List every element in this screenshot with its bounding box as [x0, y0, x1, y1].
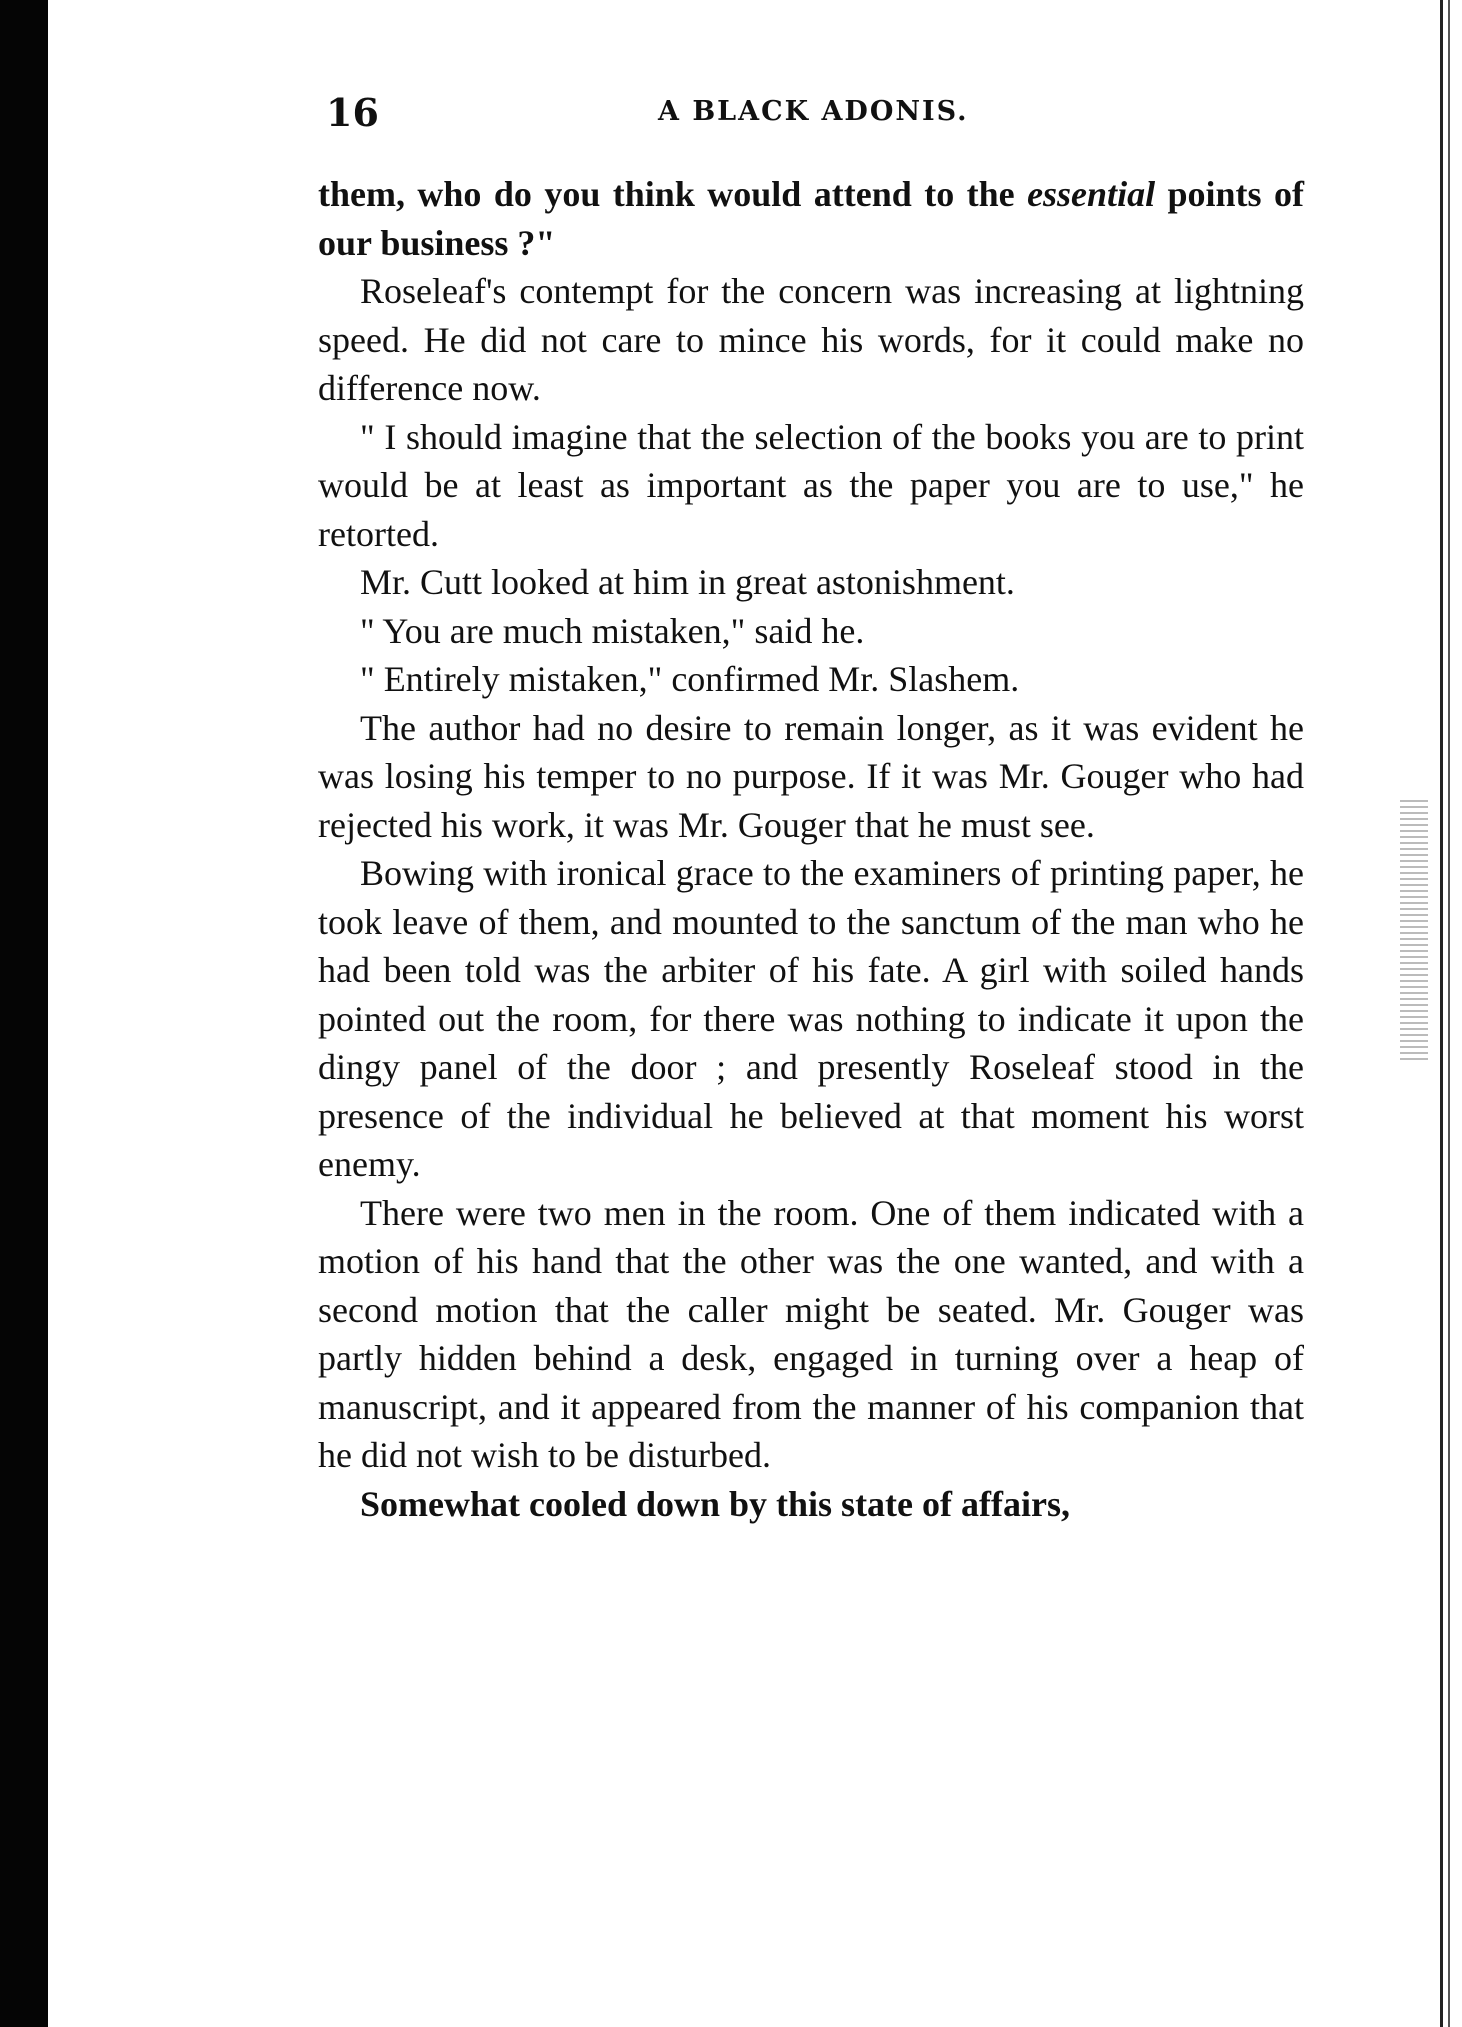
book-page	[318, 90, 1304, 1528]
paragraph-5: " You are much mistaken," said he.	[360, 610, 865, 651]
paragraph-2: Roseleaf's contempt for the concern was increasing at lightning speed. He did not care to mince his words, for it could make no difference now.	[318, 271, 1304, 408]
paragraph-1	[318, 170, 1304, 267]
paragraph-10: Somewhat cooled down by this state of affairs,	[360, 1483, 1070, 1524]
emphasized-word: essential	[1027, 174, 1156, 214]
paragraph-9: There were two men in the room. One of them indicated with a motion of his hand that the other was the one wanted, and with a second motion that the caller might be seated. Mr. Gouger was partly hidden behind a desk, engaged in turning over a heap of manuscript, and it appeared from the manner of his companion that he did not wish to be disturbed.	[318, 1192, 1304, 1475]
paragraph-1-before: them, who do you think would attend to the	[318, 174, 1028, 214]
page-number: 16	[326, 90, 379, 135]
paragraph-7: The author had no desire to remain longer, as it was evident he was losing his temper to no purpose. If it was Mr. Gouger who had rejected his work, it was Mr. Gouger that he must see.	[318, 707, 1304, 845]
scan-gutter-noise	[1400, 800, 1428, 1060]
paragraph-8: Bowing with ironical grace to the examiners of printing paper, he took leave of them, and mounted to the sanctum of the man who he had been told was the arbiter of his fate. A girl with soiled hands pointed out the room, for there was nothing to indicate it upon the dingy panel of the door ; and presently Roseleaf stood in the presence of the individual he believed at that moment his worst enemy.	[318, 853, 1304, 1184]
scan-left-edge	[0, 0, 48, 2027]
paragraph-4: Mr. Cutt looked at him in great astonishment.	[360, 562, 1015, 602]
body-text	[318, 170, 1304, 1528]
scan-right-edge-shadow	[1448, 0, 1450, 2027]
scan-right-edge	[1440, 0, 1443, 2027]
paragraph-6: " Entirely mistaken," confirmed Mr. Slashem.	[360, 659, 1020, 699]
running-title: A BLACK ADONIS.	[658, 96, 969, 127]
paragraph-3: " I should imagine that the selection of the books you are to print would be at least as important as the paper you are to use," he retorted.	[318, 416, 1304, 554]
paragraph-1-after: points of our business ?"	[318, 174, 1304, 263]
running-head	[318, 90, 1304, 146]
